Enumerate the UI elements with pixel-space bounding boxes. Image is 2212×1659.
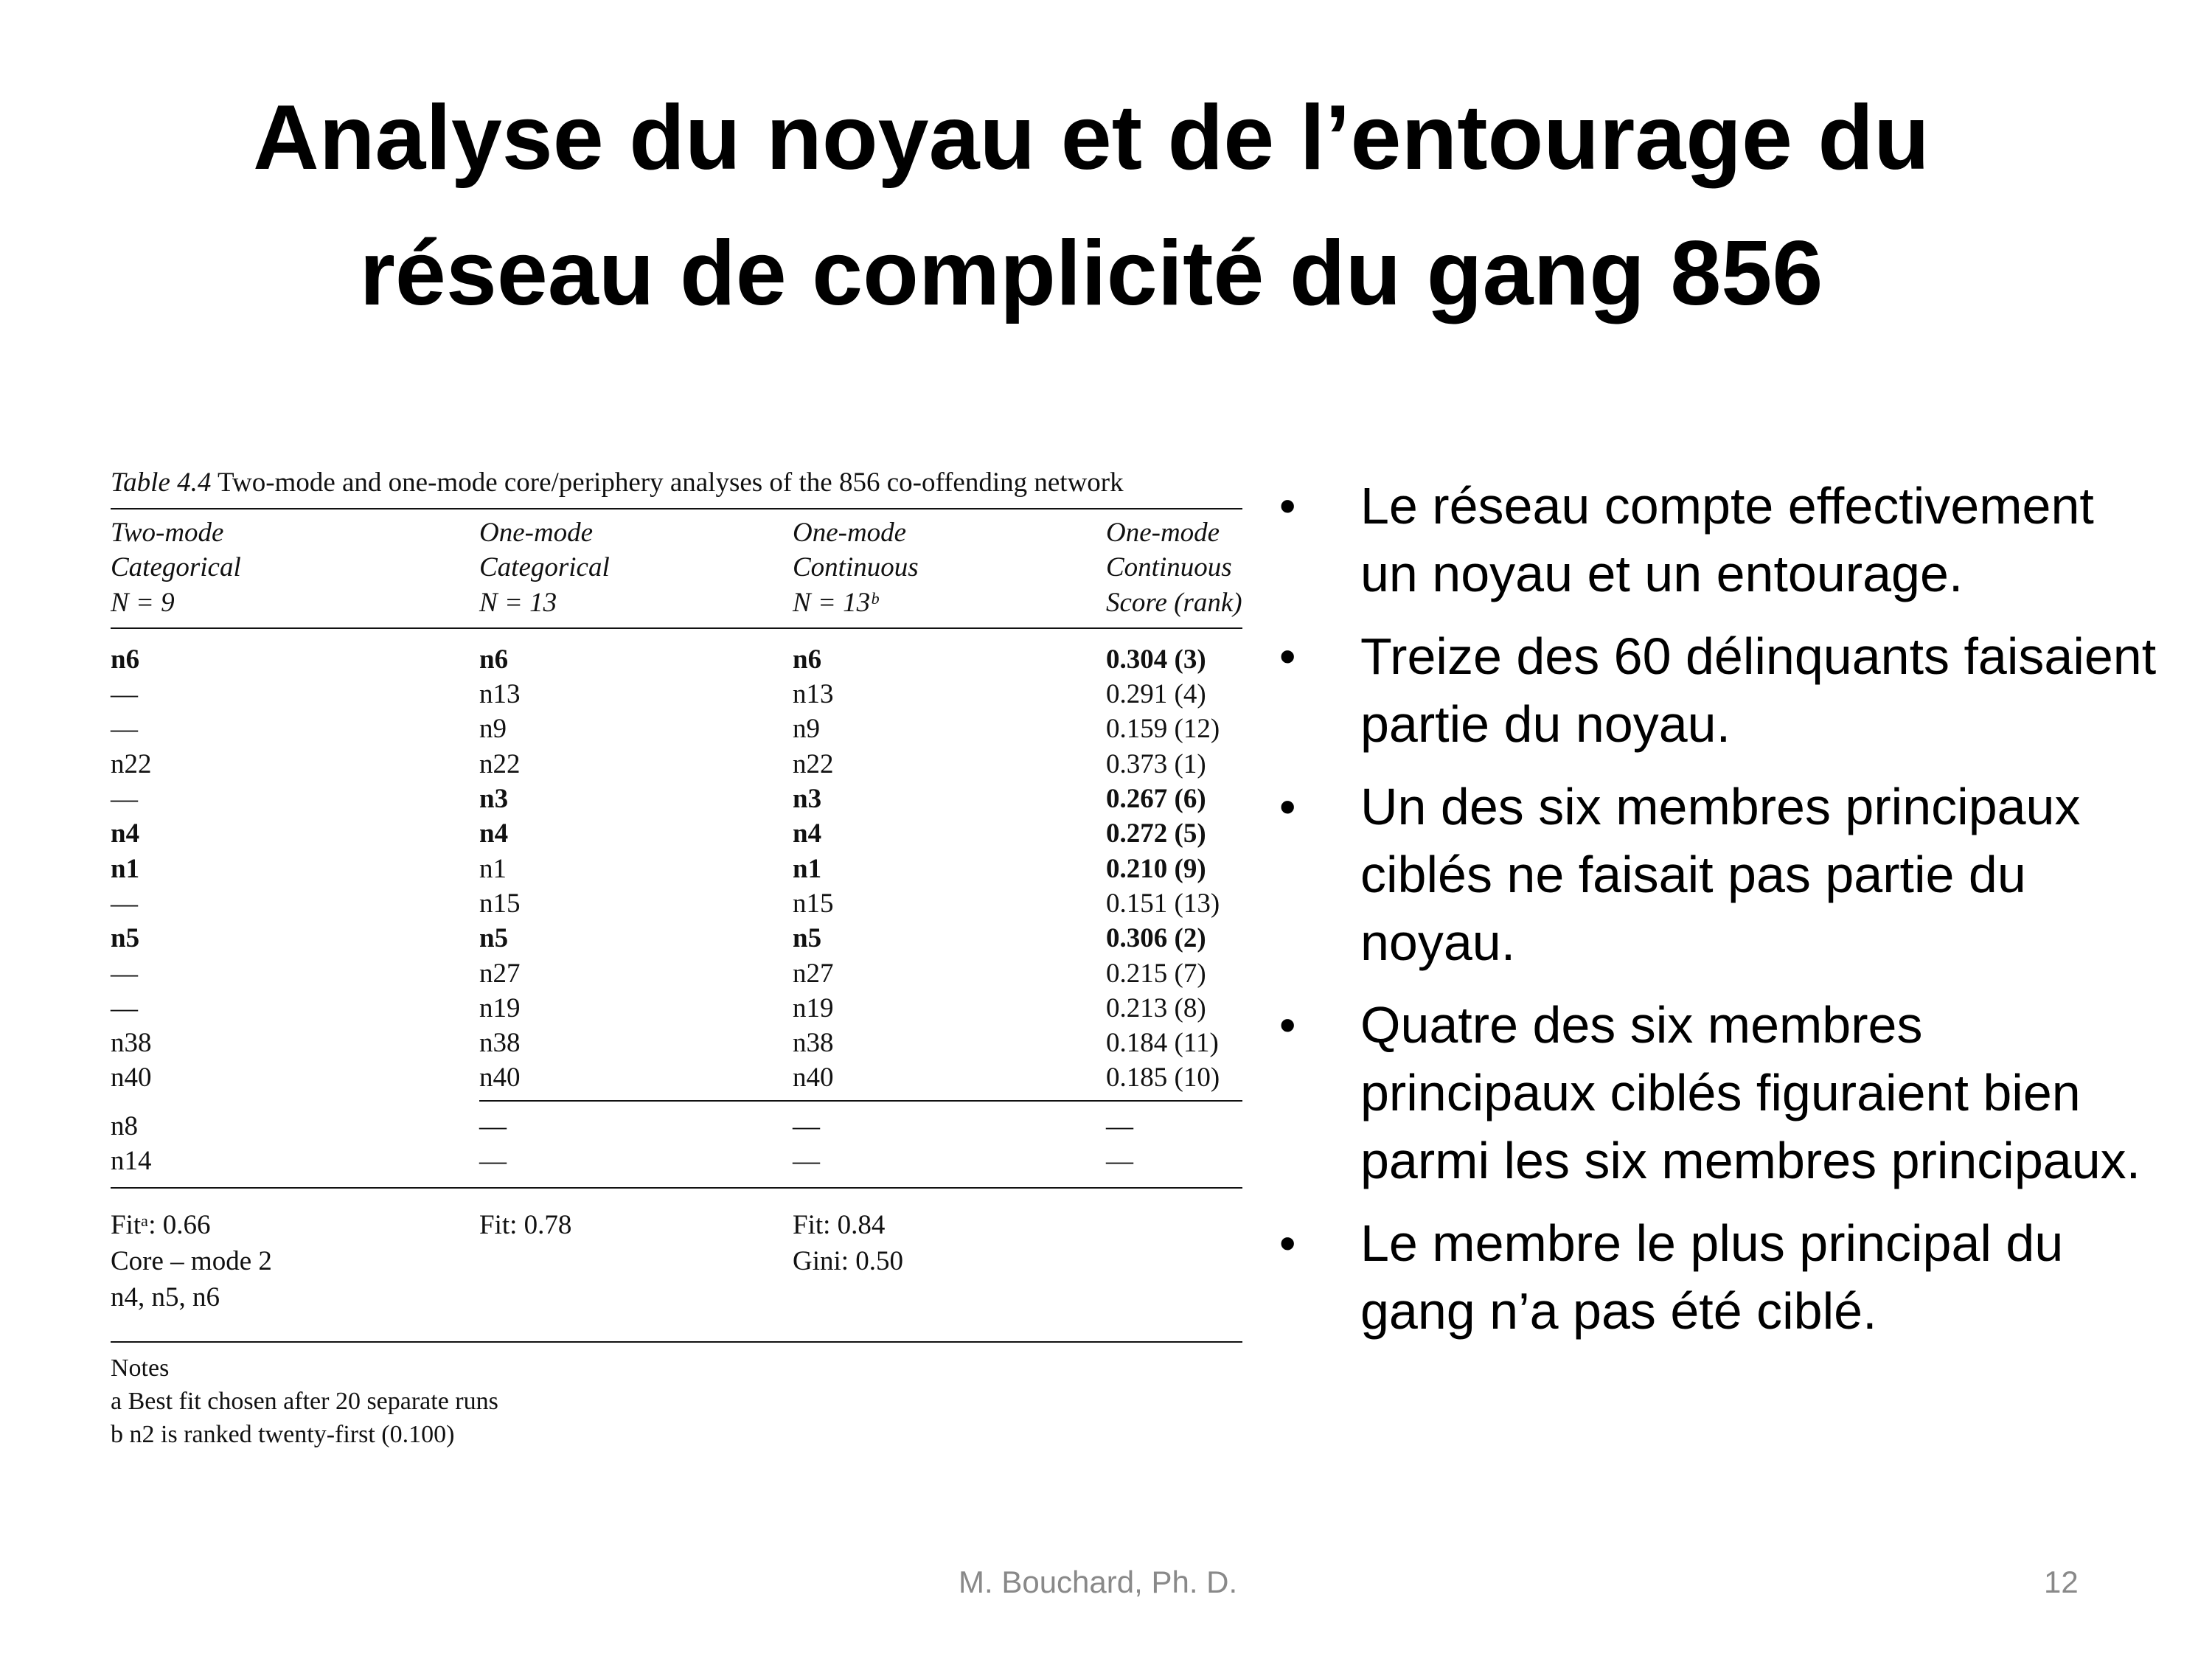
table-cell: 0.213 (8): [1106, 992, 1206, 1023]
table-cell: —: [111, 888, 138, 919]
table-notes: [111, 1343, 1242, 1451]
bullet-dot-icon: •: [1279, 479, 1296, 532]
table-header-row: [111, 509, 1242, 627]
table-row: [111, 782, 1242, 816]
fit-text: Fit: 0.78: [479, 1210, 572, 1241]
table-row: [111, 1109, 1242, 1144]
bullet-list: [1279, 472, 2212, 1360]
footer-author: M. Bouchard, Ph. D.: [959, 1565, 1238, 1599]
table-cell: n5: [793, 923, 822, 954]
bullet-text-line: principaux ciblés figuraient bien: [1360, 1064, 2081, 1121]
table-cell: n3: [479, 784, 509, 815]
table-row: [111, 886, 1242, 921]
header-text: Continuous: [793, 552, 919, 583]
table-cell: n22: [111, 748, 152, 779]
table-cell: —: [1106, 1146, 1133, 1177]
table-cell: n22: [793, 748, 834, 779]
bullet-item: [1279, 991, 2212, 1194]
table-row: [111, 747, 1242, 782]
core-periphery-table: [111, 461, 1242, 1451]
table-cell: n27: [479, 958, 521, 989]
fit-cell: [1106, 1208, 1242, 1316]
table-header-cell: [111, 515, 479, 620]
table-cell: n15: [793, 888, 834, 919]
table-cell: 0.215 (7): [1106, 958, 1206, 989]
table-caption: [111, 461, 1242, 508]
table-header-cell: [793, 515, 1106, 620]
table-cell: n4: [111, 818, 140, 849]
table-cell: 0.304 (3): [1106, 644, 1206, 675]
header-text: Two-mode: [111, 518, 224, 548]
note-a: a Best fit chosen after 20 separate runs: [111, 1388, 498, 1416]
table-cell: n22: [479, 748, 521, 779]
header-text: Categorical: [479, 552, 610, 583]
slide-title: [0, 70, 2183, 341]
table-row: [111, 921, 1242, 956]
header-text: Continuous: [1106, 552, 1232, 583]
table-cell: 0.373 (1): [1106, 748, 1206, 779]
table-row: [111, 712, 1242, 746]
table-cell: n4: [479, 818, 509, 849]
table-cell: 0.210 (9): [1106, 853, 1206, 884]
table-cell: —: [111, 784, 138, 815]
fit-cell: [793, 1208, 1106, 1316]
slide-title-line-2: réseau de complicité du gang 856: [359, 223, 1823, 324]
table-row: [111, 642, 1242, 677]
table-cell: n1: [111, 853, 140, 884]
table-cell: —: [111, 679, 138, 710]
bullet-text-line: Un des six membres principaux: [1360, 778, 2081, 835]
header-text: N = 9: [111, 587, 175, 618]
table-cell: n40: [793, 1062, 834, 1093]
table-caption-label: Table 4.4: [111, 467, 212, 498]
fit-text: Core – mode 2: [111, 1246, 272, 1277]
table-cell: n5: [479, 923, 509, 954]
table-cell: n38: [479, 1028, 521, 1059]
table-cell: n6: [111, 644, 140, 675]
table-row: [111, 956, 1242, 991]
fit-text: n4, n5, n6: [111, 1282, 220, 1313]
bullet-item: [1279, 622, 2212, 758]
table-cell: n5: [111, 923, 140, 954]
table-cell: 0.306 (2): [1106, 923, 1206, 954]
bullet-dot-icon: •: [1279, 780, 1296, 833]
table-cell: n14: [111, 1146, 152, 1177]
table-cell: n40: [479, 1062, 521, 1093]
table-row: [111, 677, 1242, 712]
table-periphery-rows: [111, 1102, 1242, 1188]
table-cell: —: [111, 714, 138, 745]
header-text: One-mode: [1106, 518, 1220, 548]
slide-title-line-1: Analyse du noyau et de l’entourage du: [253, 87, 1930, 189]
table-cell: 0.184 (11): [1106, 1028, 1219, 1059]
table-row: [111, 991, 1242, 1026]
table-cell: n1: [793, 853, 822, 884]
fit-cell: [479, 1208, 793, 1316]
bullet-dot-icon: •: [1279, 998, 1296, 1051]
table-cell: 0.291 (4): [1106, 679, 1206, 710]
table-cell: n9: [479, 714, 507, 745]
fit-text: Fit: 0.84: [793, 1210, 886, 1241]
bullet-text-line: un noyau et un entourage.: [1360, 545, 1964, 602]
table-cell: 0.159 (12): [1106, 714, 1220, 745]
table-cell: 0.267 (6): [1106, 784, 1206, 815]
bullet-text-line: Le réseau compte effectivement: [1360, 477, 2094, 535]
table-cell: n38: [111, 1028, 152, 1059]
table-core-rows: [111, 629, 1242, 1100]
table-cell: —: [1106, 1110, 1133, 1141]
bullet-item: [1279, 773, 2212, 976]
bullet-text-line: Le membre le plus principal du: [1360, 1214, 2064, 1272]
table-row: [111, 852, 1242, 886]
bullet-text-line: gang n’a pas été ciblé.: [1360, 1282, 1877, 1340]
table-cell: n13: [479, 679, 521, 710]
header-text: Score (rank): [1106, 587, 1242, 618]
table-cell: n9: [793, 714, 820, 745]
bullet-text-line: Quatre des six membres: [1360, 996, 1923, 1054]
table-cell: —: [111, 992, 138, 1023]
header-text: Categorical: [111, 552, 241, 583]
table-cell: n40: [111, 1062, 152, 1093]
fit-text: Gini: 0.50: [793, 1246, 904, 1277]
table-cell: n38: [793, 1028, 834, 1059]
table-caption-text: Two-mode and one-mode core/periphery analyses of the 856 co-offending network: [217, 467, 1124, 498]
table-header-cell: [479, 515, 793, 620]
table-cell: n4: [793, 818, 822, 849]
table-cell: n19: [479, 992, 521, 1023]
header-text: One-mode: [793, 518, 907, 548]
bullet-item: [1279, 472, 2212, 608]
table-cell: n15: [479, 888, 521, 919]
table-cell: —: [479, 1146, 507, 1177]
bullet-text-line: partie du noyau.: [1360, 695, 1731, 753]
table-cell: —: [479, 1110, 507, 1141]
table-row: [111, 1144, 1242, 1178]
bullet-dot-icon: •: [1279, 630, 1296, 683]
table-header-cell: [1106, 515, 1242, 620]
bullet-text-line: noyau.: [1360, 914, 1516, 971]
note-b: b n2 is ranked twenty-first (0.100): [111, 1421, 455, 1449]
bullet-dot-icon: •: [1279, 1217, 1296, 1270]
bullet-text-line: ciblés ne faisait pas partie du: [1360, 846, 2026, 903]
table-cell: n6: [479, 644, 509, 675]
fit-cell: [111, 1208, 479, 1316]
table-fit-row: [111, 1189, 1242, 1341]
table-cell: n13: [793, 679, 834, 710]
table-row: [111, 816, 1242, 851]
fit-text: Fitᵃ: 0.66: [111, 1210, 211, 1241]
notes-heading: Notes: [111, 1354, 170, 1382]
header-text: N = 13ᵇ: [793, 587, 878, 618]
table-cell: 0.185 (10): [1106, 1062, 1220, 1093]
header-text: N = 13: [479, 587, 557, 618]
page-number: 12: [2044, 1565, 2079, 1599]
table-cell: n1: [479, 853, 507, 884]
table-cell: —: [111, 958, 138, 989]
table-cell: n19: [793, 992, 834, 1023]
table-cell: —: [793, 1110, 820, 1141]
table-cell: 0.151 (13): [1106, 888, 1220, 919]
table-cell: 0.272 (5): [1106, 818, 1206, 849]
table-cell: n3: [793, 784, 822, 815]
bullet-text-line: Treize des 60 délinquants faisaient: [1360, 627, 2157, 685]
bullet-item: [1279, 1209, 2212, 1345]
table-cell: n6: [793, 644, 822, 675]
table-cell: n8: [111, 1110, 138, 1141]
bullet-text-line: parmi les six membres principaux.: [1360, 1132, 2141, 1189]
table-cell: n27: [793, 958, 834, 989]
table-row: [111, 1060, 1242, 1095]
table-cell: —: [793, 1146, 820, 1177]
table-row: [111, 1026, 1242, 1060]
header-text: One-mode: [479, 518, 594, 548]
